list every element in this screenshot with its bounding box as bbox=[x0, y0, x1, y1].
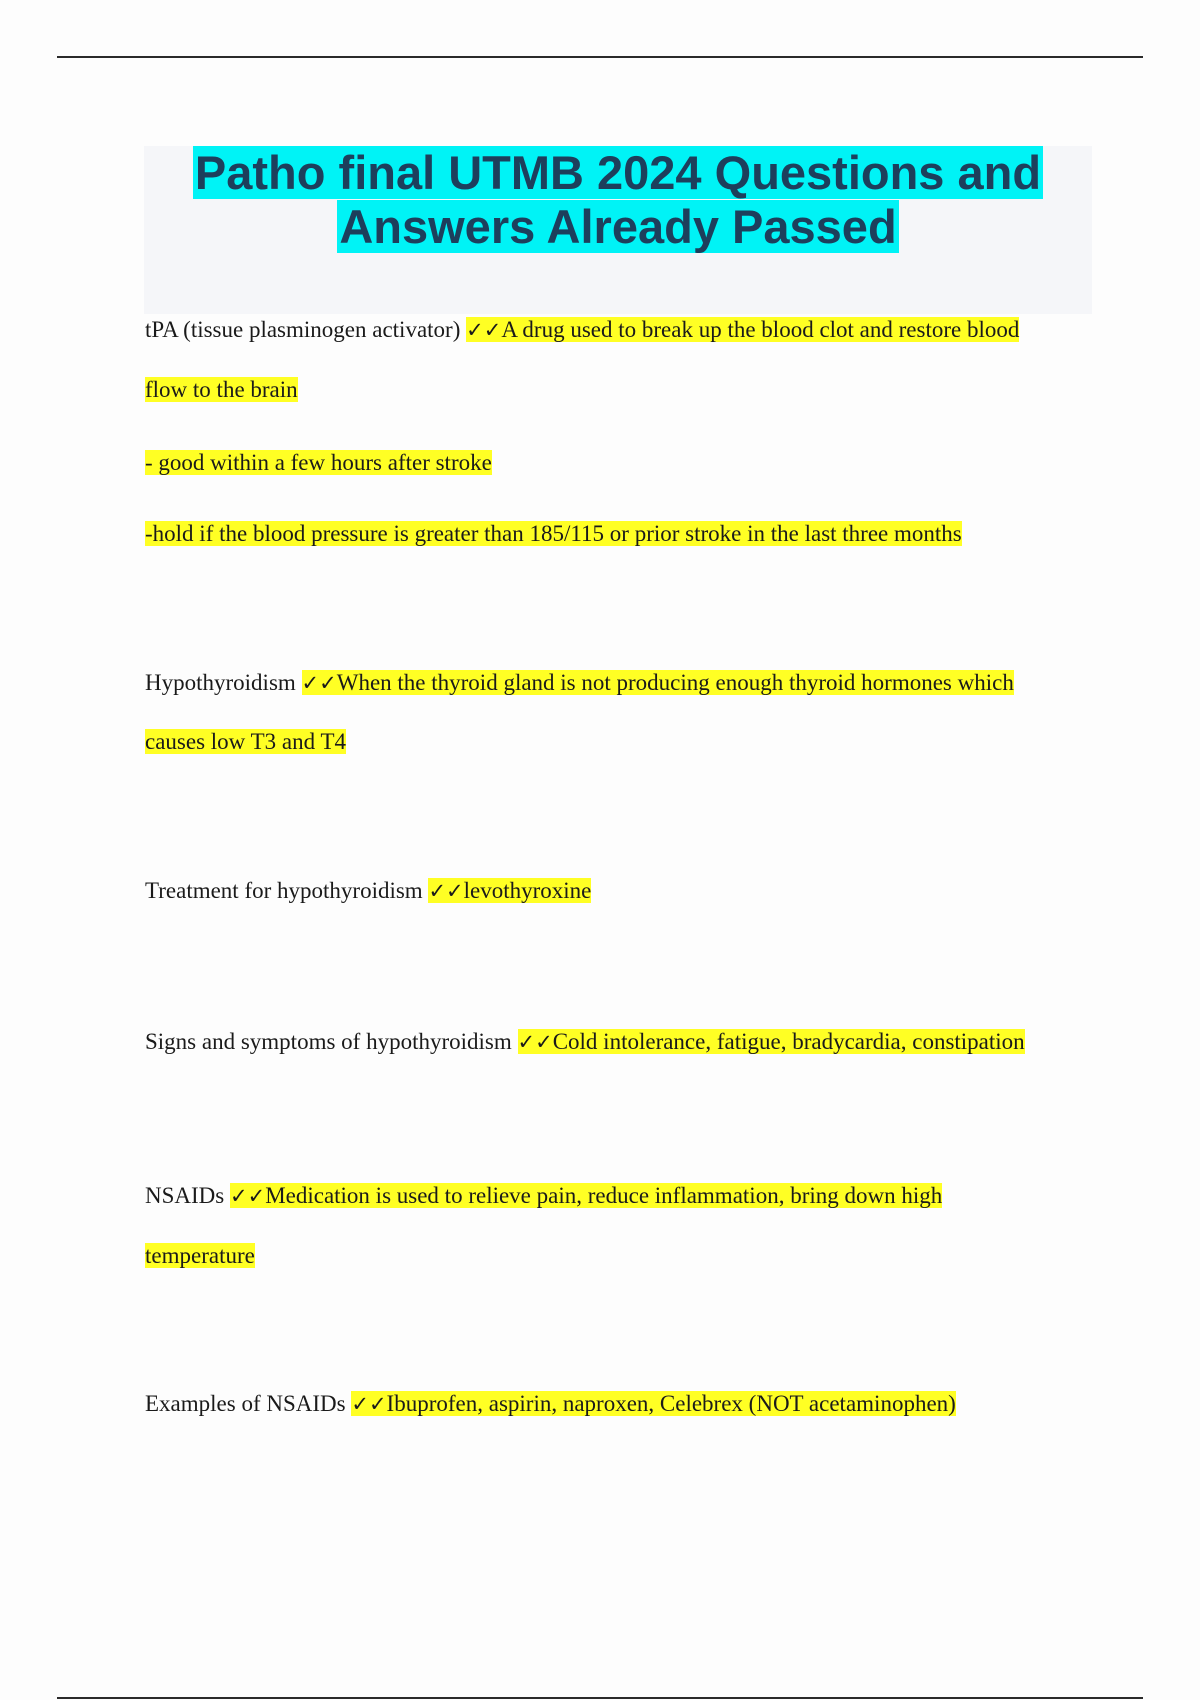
qa-item-treatment bbox=[145, 876, 591, 906]
qa-item-nsaids bbox=[145, 1181, 942, 1211]
term: tPA (tissue plasminogen activator) bbox=[145, 317, 461, 342]
footer-rule bbox=[57, 1697, 1143, 1699]
answer-continuation bbox=[145, 1241, 255, 1271]
check-icon: ✓✓ bbox=[229, 1184, 266, 1208]
qa-item-hypothyroidism bbox=[145, 668, 1014, 698]
qa-item-tpa bbox=[145, 315, 1019, 345]
answer: Cold intolerance, fatigue, bradycardia, constipation bbox=[552, 1029, 1025, 1054]
answer: flow to the brain bbox=[145, 377, 298, 402]
title-line-2: Answers Already Passed bbox=[339, 200, 897, 253]
check-icon: ✓✓ bbox=[517, 1030, 553, 1054]
document-title bbox=[144, 146, 1092, 254]
answer-note bbox=[145, 448, 492, 478]
answer-continuation bbox=[145, 727, 346, 757]
answer: levothyroxine bbox=[463, 878, 592, 903]
qa-item-symptoms bbox=[145, 1027, 1025, 1057]
answer-note-text: -hold if the blood pressure is greater than 185/115 or prior stroke in the last three months bbox=[145, 521, 962, 546]
check-icon: ✓✓ bbox=[466, 318, 502, 342]
term: Hypothyroidism bbox=[145, 670, 296, 695]
answer-note bbox=[145, 519, 962, 549]
term: Treatment for hypothyroidism bbox=[145, 878, 423, 903]
check-icon: ✓✓ bbox=[351, 1392, 387, 1416]
check-icon: ✓✓ bbox=[301, 671, 337, 695]
term: Examples of NSAIDs bbox=[145, 1391, 346, 1416]
answer: temperature bbox=[145, 1243, 255, 1268]
answer: causes low T3 and T4 bbox=[145, 729, 347, 754]
answer-note-text: - good within a few hours after stroke bbox=[145, 450, 492, 475]
answer: When the thyroid gland is not producing enough thyroid hormones which bbox=[336, 670, 1014, 695]
answer-continuation bbox=[145, 375, 298, 405]
term: Signs and symptoms of hypothyroidism bbox=[145, 1029, 512, 1054]
title-line-1: Patho final UTMB 2024 Questions and bbox=[194, 146, 1042, 199]
answer: Ibuprofen, aspirin, naproxen, Celebrex (NOT acetaminophen) bbox=[386, 1391, 956, 1416]
answer: A drug used to break up the blood clot and restore blood bbox=[501, 317, 1020, 342]
answer: Medication is used to relieve pain, reduce inflammation, bring down high bbox=[265, 1183, 943, 1208]
term: NSAIDs bbox=[145, 1183, 225, 1208]
check-icon: ✓✓ bbox=[428, 879, 464, 903]
header-rule bbox=[57, 56, 1143, 58]
qa-item-nsaid-examples bbox=[145, 1389, 956, 1419]
